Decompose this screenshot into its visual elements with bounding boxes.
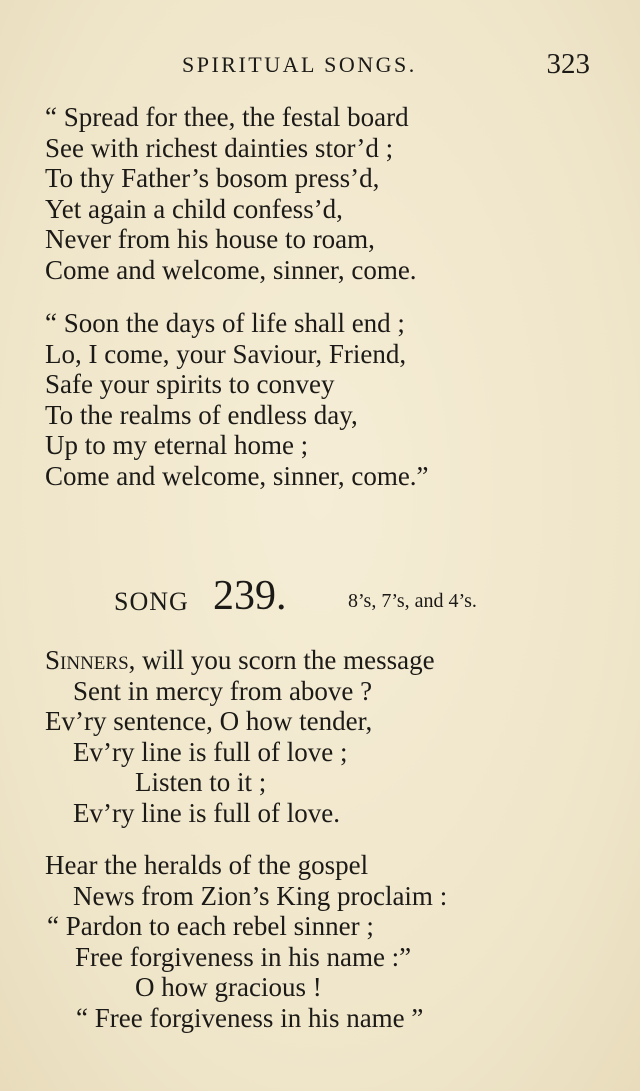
song-label: SONG (114, 587, 189, 616)
verse-line: Free forgiveness in his name :” (75, 941, 412, 972)
verse-line: Up to my eternal home ; (45, 430, 309, 461)
verse-line (45, 645, 435, 676)
running-title: SPIRITUAL SONGS. (182, 52, 417, 77)
verse-line: Ev’ry sentence, O how tender, (45, 706, 373, 737)
verse-line: Ev’ry line is full of love ; (73, 736, 348, 767)
verse-1 (45, 102, 417, 286)
verse-line: “ Soon the days of life shall end ; (45, 308, 405, 338)
verse-line: To thy Father’s bosom press’d, (45, 163, 380, 194)
verse-line: “ Pardon to each rebel sinner ; (47, 911, 374, 942)
verse-line: “ Spread for thee, the festal board (45, 102, 409, 132)
verse-2 (45, 308, 429, 492)
verse-line: Listen to it ; (135, 767, 267, 798)
first-word: Sinners, (45, 645, 136, 675)
page-header (0, 50, 640, 84)
verse-line: Yet again a child confess’d, (45, 193, 343, 224)
verse-line: Sent in mercy from above ? (73, 675, 373, 706)
page-number: 323 (546, 48, 590, 80)
verse-line: Come and welcome, sinner, come. (45, 254, 417, 285)
verse-3 (45, 645, 435, 829)
verse-line: Never from his house to roam, (45, 224, 375, 255)
verse-line: “ Free forgiveness in his name ” (76, 1002, 424, 1033)
verse-line: Safe your spirits to convey (45, 369, 335, 400)
song-number: 239. (213, 573, 287, 619)
verse-line: O how gracious ! (135, 972, 322, 1003)
verse-line: Hear the heralds of the gospel (45, 850, 369, 880)
verse-line: Ev’ry line is full of love. (73, 797, 340, 828)
song-heading (0, 575, 640, 625)
first-line-rest: will you scorn the message (135, 645, 435, 675)
song-meter: 8’s, 7’s, and 4’s. (348, 590, 477, 612)
verse-4 (45, 850, 447, 1034)
verse-line: Lo, I come, your Saviour, Friend, (45, 338, 407, 369)
verse-line: To the realms of endless day, (45, 399, 358, 430)
verse-line: Come and welcome, sinner, come.” (45, 460, 429, 491)
verse-line: See with richest dainties stor’d ; (45, 132, 394, 163)
verse-line: News from Zion’s King proclaim : (73, 880, 448, 911)
